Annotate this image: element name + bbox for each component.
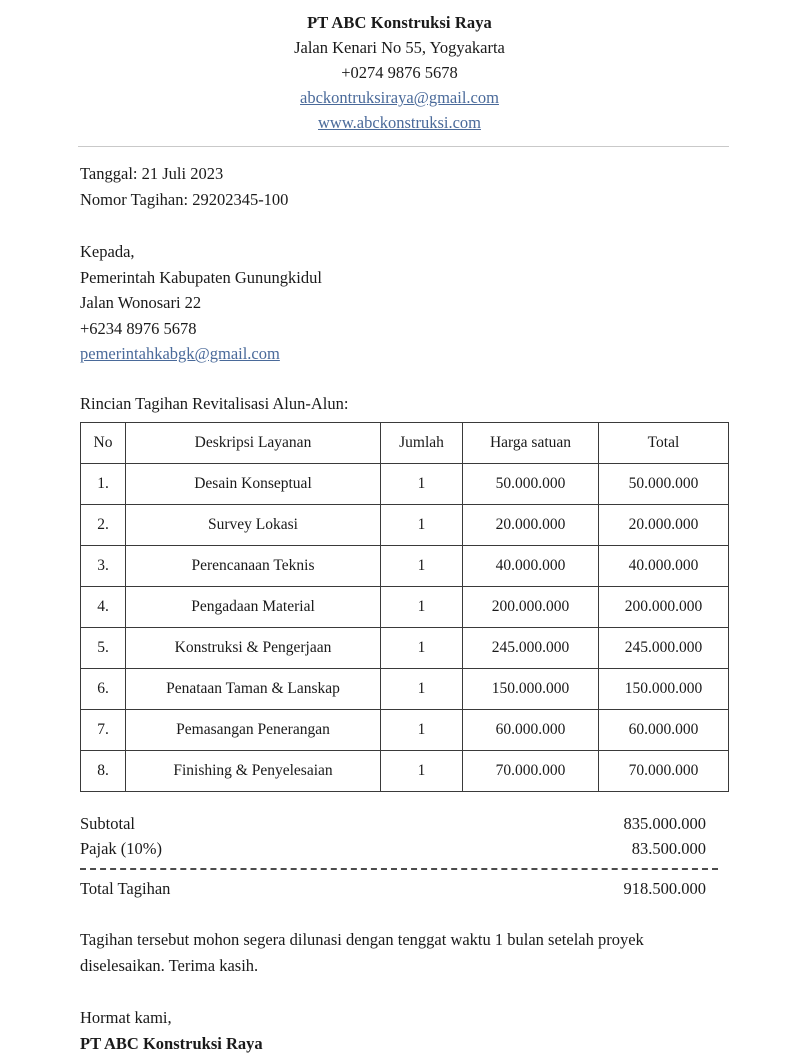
closing-paragraph: Tagihan tersebut mohon segera dilunasi dengan tenggat waktu 1 bulan setelah proyek diselesaikan. Terima kasih.	[80, 930, 644, 975]
cell-no: 8.	[81, 750, 126, 791]
recipient-block	[80, 239, 728, 367]
recipient-phone: +6234 8976 5678	[80, 318, 197, 338]
cell-quantity: 1	[381, 668, 463, 709]
subtotal-value: 835.000.000	[623, 813, 706, 833]
cell-description: Desain Konseptual	[126, 463, 381, 504]
grand-total-value: 918.500.000	[623, 878, 706, 898]
table-caption: Rincian Tagihan Revitalisasi Alun-Alun:	[80, 393, 349, 413]
cell-total: 70.000.000	[599, 750, 729, 791]
cell-no: 7.	[81, 709, 126, 750]
column-header-price: Harga satuan	[463, 422, 599, 463]
table-row	[81, 463, 729, 504]
company-phone: +0274 9876 5678	[341, 63, 458, 82]
cell-no: 6.	[81, 668, 126, 709]
cell-quantity: 1	[381, 545, 463, 586]
tax-label: Pajak (10%)	[80, 839, 163, 858]
cell-no: 4.	[81, 586, 126, 627]
cell-description: Perencanaan Teknis	[126, 545, 381, 586]
cell-unit-price: 200.000.000	[463, 586, 599, 627]
cell-quantity: 1	[381, 504, 463, 545]
line-items-table	[80, 422, 729, 792]
cell-quantity: 1	[381, 709, 463, 750]
invoice-date: Tanggal: 21 Juli 2023	[80, 164, 224, 183]
signoff-block	[80, 1005, 728, 1057]
recipient-salutation: Kepada,	[80, 242, 135, 261]
cell-description: Survey Lokasi	[126, 504, 381, 545]
signoff-regards: Hormat kami,	[80, 1008, 172, 1027]
recipient-email-link[interactable]: pemerintahkabgk@gmail.com	[80, 344, 280, 363]
column-header-no: No	[81, 422, 126, 463]
table-row	[81, 586, 729, 627]
recipient-street: Jalan Wonosari 22	[80, 293, 202, 312]
table-row	[81, 545, 729, 586]
cell-total: 150.000.000	[599, 668, 729, 709]
totals-block	[80, 811, 706, 902]
cell-unit-price: 20.000.000	[463, 504, 599, 545]
table-row	[81, 504, 729, 545]
cell-unit-price: 70.000.000	[463, 750, 599, 791]
letterhead	[0, 0, 799, 135]
cell-description: Penataan Taman & Lanskap	[126, 668, 381, 709]
invoice-meta	[80, 161, 728, 212]
invoice-number: Nomor Tagihan: 29202345-100	[80, 189, 289, 209]
tax-value: 83.500.000	[631, 839, 706, 858]
cell-quantity: 1	[381, 750, 463, 791]
table-row	[81, 627, 729, 668]
table-row	[81, 668, 729, 709]
cell-description: Pengadaan Material	[126, 586, 381, 627]
cell-description: Pemasangan Penerangan	[126, 709, 381, 750]
cell-no: 1.	[81, 463, 126, 504]
column-header-qty: Jumlah	[381, 422, 463, 463]
recipient-name: Pemerintah Kabupaten Gunungkidul	[80, 267, 322, 287]
signoff-company: PT ABC Konstruksi Raya	[80, 1034, 263, 1053]
company-email-link[interactable]: abckontruksiraya@gmail.com	[300, 88, 499, 107]
subtotal-row	[80, 811, 706, 837]
column-header-total: Total	[599, 422, 729, 463]
header-divider	[78, 146, 729, 147]
cell-unit-price: 50.000.000	[463, 463, 599, 504]
cell-no: 3.	[81, 545, 126, 586]
totals-dashed-divider	[80, 868, 718, 870]
grand-total-label: Total Tagihan	[80, 878, 171, 898]
cell-quantity: 1	[381, 627, 463, 668]
cell-unit-price: 60.000.000	[463, 709, 599, 750]
cell-total: 245.000.000	[599, 627, 729, 668]
cell-quantity: 1	[381, 586, 463, 627]
cell-unit-price: 40.000.000	[463, 545, 599, 586]
cell-total: 60.000.000	[599, 709, 729, 750]
cell-no: 2.	[81, 504, 126, 545]
cell-unit-price: 245.000.000	[463, 627, 599, 668]
cell-total: 200.000.000	[599, 586, 729, 627]
table-row	[81, 750, 729, 791]
table-header-row	[81, 422, 729, 463]
subtotal-label: Subtotal	[80, 813, 136, 833]
cell-total: 20.000.000	[599, 504, 729, 545]
cell-total: 40.000.000	[599, 545, 729, 586]
table-row	[81, 709, 729, 750]
cell-total: 50.000.000	[599, 463, 729, 504]
company-name: PT ABC Konstruksi Raya	[307, 13, 492, 32]
company-address: Jalan Kenari No 55, Yogyakarta	[294, 38, 505, 57]
cell-description: Konstruksi & Pengerjaan	[126, 627, 381, 668]
cell-no: 5.	[81, 627, 126, 668]
grand-total-row	[80, 876, 706, 902]
tax-row	[80, 836, 706, 862]
cell-quantity: 1	[381, 463, 463, 504]
cell-description: Finishing & Penyelesaian	[126, 750, 381, 791]
cell-unit-price: 150.000.000	[463, 668, 599, 709]
column-header-desc: Deskripsi Layanan	[126, 422, 381, 463]
company-website-link[interactable]: www.abckonstruksi.com	[318, 113, 481, 132]
